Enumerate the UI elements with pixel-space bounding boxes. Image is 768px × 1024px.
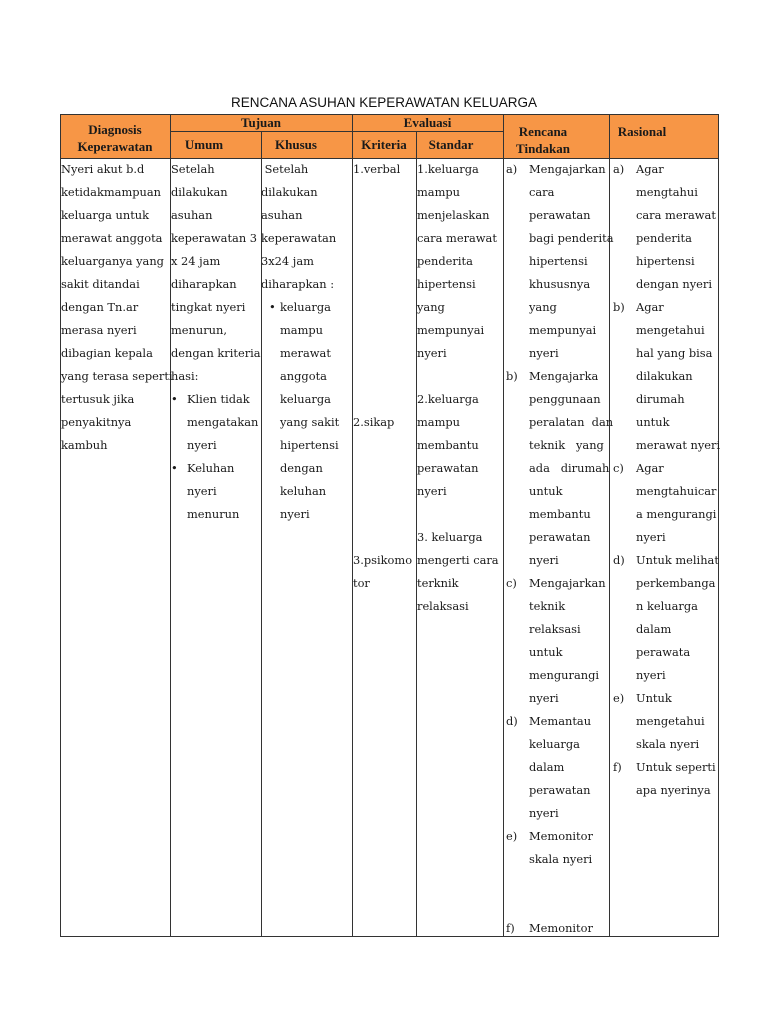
table-border-top — [60, 114, 719, 115]
standar-item: 2.keluarga mampu membantu perawatan nyeri — [417, 392, 479, 498]
bullet-icon: • — [171, 461, 178, 475]
rencana-list — [506, 158, 614, 940]
umum-line: tingkat nyeri — [171, 300, 246, 314]
diagnosis-line: ketidakmampuan — [61, 185, 161, 199]
diagnosis-line: yang terasa seperti — [61, 369, 173, 383]
umum-cell — [171, 158, 261, 526]
rencana-item: e) Memonitor skala nyeri — [506, 829, 593, 866]
diagnosis-line: Nyeri akut b.d — [61, 162, 145, 176]
khusus-criteria-item: • keluarga mampu merawat anggota keluarga yang sakit hipertensi dengan keluhan nyeri — [261, 296, 339, 526]
column-line — [503, 114, 504, 937]
umum-line: dilakukan — [171, 185, 228, 199]
khusus-line: 3x24 jam — [261, 254, 314, 268]
header-diagnosis: Diagnosis Keperawatan — [77, 122, 153, 154]
umum-line: keperawatan 3 — [171, 231, 258, 245]
rencana-item: c) Mengajarkan teknik relaksasi untuk mengurangi nyeri — [506, 576, 606, 705]
header-evaluasi: Evaluasi — [403, 115, 452, 130]
umum-line: hasi: — [171, 369, 199, 383]
header-rencana: Rencana Tindakan — [516, 124, 570, 156]
diagnosis-line: merasa nyeri — [61, 323, 137, 337]
rasional-item: d) Untuk melihat perkembanga n keluarga dalam perawata nyeri — [613, 553, 719, 682]
umum-line: x 24 jam — [171, 254, 221, 268]
bullet-icon: • — [171, 392, 178, 406]
header-rasional: Rasional — [617, 124, 667, 139]
rencana-item: a) Mengajarkan cara perawatan bagi penderita hipertensi khususnya yang mempunyai nyeri — [506, 162, 614, 360]
table-border-bottom — [60, 936, 719, 937]
diagnosis-line: merawat anggota — [61, 231, 163, 245]
diagnosis-line: kambuh — [61, 438, 108, 452]
standar-item: 1.keluarga mampu menjelaskan cara merawat penderita hipertensi yang mempunyai nyeri — [417, 162, 497, 360]
umum-line: diharapkan — [171, 277, 237, 291]
kriteria-item: 1.verbal — [353, 162, 401, 176]
khusus-line: dilakukan — [261, 185, 318, 199]
umum-line: menurun, — [171, 323, 227, 337]
rasional-item: e) Untuk mengetahui skala nyeri — [613, 691, 705, 751]
column-line — [352, 114, 353, 937]
khusus-line: asuhan — [261, 208, 303, 222]
header-divider-line — [170, 131, 503, 132]
kriteria-item: 2.sikap — [353, 415, 395, 429]
diagnosis-line: dibagian kepala — [61, 346, 153, 360]
rasional-item: a) Agar mengtahui cara merawat penderita hipertensi dengan nyeri — [613, 162, 716, 291]
diagnosis-line: keluarga untuk — [61, 208, 150, 222]
rasional-item: b) Agar mengetahui hal yang bisa dilakukan dirumah untuk merawat nyeri — [613, 300, 721, 452]
diagnosis-cell — [61, 158, 173, 457]
rasional-item: f) Untuk seperti apa nyerinya — [613, 760, 716, 797]
bullet-icon: • — [269, 300, 276, 314]
diagnosis-line: sakit ditandai — [61, 277, 140, 291]
header-standar: Standar — [428, 137, 474, 152]
header-tujuan: Tujuan — [241, 115, 281, 130]
rencana-item: d) Memantau keluarga dalam perawatan nyeri — [506, 714, 592, 820]
rasional-item: c) Agar mengtahuicar a mengurangi nyeri — [613, 461, 717, 544]
umum-line: asuhan — [171, 208, 213, 222]
diagnosis-line: keluarganya yang — [61, 254, 164, 268]
header-umum: Umum — [184, 137, 224, 152]
khusus-cell — [261, 158, 339, 526]
rasional-list — [613, 158, 720, 802]
header-khusus: Khusus — [275, 137, 317, 152]
rencana-cell — [506, 158, 614, 940]
umum-criteria-list — [171, 388, 261, 526]
khusus-line: diharapkan : — [261, 277, 335, 291]
diagnosis-line: penyakitnya — [61, 415, 132, 429]
standar-item: 3. keluarga mengerti cara terknik relaksasi — [417, 530, 499, 613]
umum-line: dengan kriteria — [171, 346, 261, 360]
khusus-line: Setelah — [261, 162, 309, 176]
khusus-criteria-list — [261, 296, 339, 526]
diagnosis-line: tertusuk jika — [61, 392, 135, 406]
rasional-cell — [613, 158, 720, 802]
kriteria-item: 3.psikomo tor — [353, 553, 413, 590]
umum-criteria-item: • Klien tidak mengatakan nyeri — [171, 388, 261, 457]
rencana-item: f) Memonitor — [506, 921, 593, 935]
khusus-line: keperawatan — [261, 231, 337, 245]
document-title: RENCANA ASUHAN KEPERAWATAN KELUARGA — [230, 95, 538, 110]
header-kriteria: Kriteria — [361, 137, 407, 152]
rencana-item: b) Mengajarka penggunaan peralatan dan teknik yang ada dirumah untuk membantu perawatan nyeri — [506, 369, 614, 567]
umum-criteria-item: • Keluhan nyeri menurun — [171, 457, 261, 526]
umum-line: Setelah — [171, 162, 215, 176]
diagnosis-line: dengan Tn.ar — [61, 300, 139, 314]
